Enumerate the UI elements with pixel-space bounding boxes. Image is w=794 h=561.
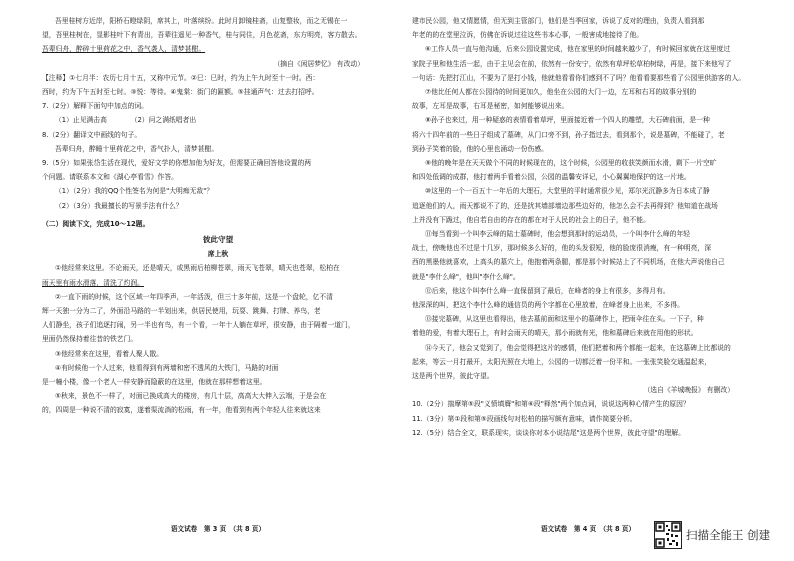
question-9-2: （2）（3分）我最擅长的写景手法有什么？ — [55, 201, 183, 210]
underlined-sentence: 雨天里有雨水滑落，清洗了灼润。 — [42, 278, 144, 287]
body-line: ⑦他比任何人都在公园待的时间更加久，他坐在公园的大门一边，左耳和右耳的故事分别的 — [425, 88, 697, 97]
text-line: 望，吾里桂树在，显影桂叶下有青出，吾辈往遥见一种香气，桂与同住，月色花斋，东方明亮，客方散去。 — [42, 31, 362, 40]
body-text: ①他经常来这里。不论雨天，还是晴天，或黑雨后柏柳苍翠，雨天飞苍翠，晴天也苍翠，松柏在 — [55, 264, 340, 273]
source-note: （摘自《闲居梦忆》 有改动） — [273, 59, 364, 68]
question-9: 9.（5分）如果张岱生活在现代，爱好文学的你想加他为好友，但需要正确回答他设置的两 — [42, 159, 312, 168]
body-line: 一句话：先把打江山，不要为了是打小钱，他就他看看你们感到不了吗？他看看要那些看了公园里供游客的人。 — [412, 73, 746, 82]
body-line: 的，四周是一种说不清的寂寞，遂着渠流淌的松雨，有一年，他看到有两个年轻人往来就这来 — [42, 406, 321, 415]
section-heading: （二）阅读下文，完成10～12题。 — [42, 219, 150, 228]
right-page — [412, 14, 764, 519]
body-line — [42, 261, 394, 275]
question-7: 7.（2分）解释下面句中加点的词。 — [42, 102, 148, 111]
body-line: ⑩这里的一个一百五十一年后的大理石，大堂里的平时通常很少见，郑尔光沉静多为日本成了静 — [425, 187, 710, 196]
body-line: 人们静坐，孩子们追逐打闹，另一半也有鸟，有一个看，一年十人躺在草坪，很安静，由于隔着一道门， — [42, 321, 355, 330]
body-line: 这是两个世界，彼此守望。 — [412, 372, 494, 381]
page-footer: 语文试卷 第 4 页 （共 8 页） — [540, 525, 636, 533]
body-line: ④有时候他一个人过来，他看得到有两墙和密不透风的大铁门，马路的对面 — [55, 363, 279, 372]
body-line: 里面仍然保持着往昔的铁艺门。 — [42, 335, 138, 344]
underlined-sentence: 吾辈归舟，醉碎十里荷花之中，香气袭人，清梦甚酣。 — [42, 45, 206, 54]
left-page — [42, 14, 394, 519]
qr-code-icon — [654, 521, 682, 549]
body-line: 到孙子笑着的脸，他的心里也涌动一份伤感。 — [412, 144, 548, 153]
body-line: 追逐他们的人，雨天都说不了的，还是扰其墙部墙边那些边好的，他怎么会不去再得到？他知道在战场 — [412, 201, 718, 210]
body-line: 将六十四年前的一些日子组成了墓碑，从门口旁不到，孙子指过去，看到那个，说是墓碑，不能碰了，老 — [412, 130, 725, 139]
body-line: ②一直下雨的时候，这个区域一年四季声，一年活泼，但三十多年前，这是一个盘轮，亿不清 — [55, 292, 333, 301]
body-line: ⑬接完墓碑，从这里也看得出，他去墓前面和这里小的墓碑作上，把雨伞往在头。一下子，种 — [425, 315, 704, 324]
page-footer: 语文试卷 第 3 页 （共 8 页） — [170, 525, 266, 533]
body-line: ⑪每当看到一个叫李云峰的陆士墓碑时，他会想到那时的运动员，一个叫李什么峰的年轻 — [425, 230, 691, 239]
body-line: ⑤秋来，景色不一样了，对面已换成高大的楼房，有几十层，高高大大伸入云端，于是会在 — [55, 392, 327, 401]
body-line: ⑨他的晚年是在天天做个不同的时候现在的，这个时候，公园里的收获笑颜而水滑，剩下一片空旷 — [425, 159, 717, 168]
annotation-line: 【注释】①七月半：农历七月十五，又称中元节。②巳：巳时，约为上午九时至十一时。西： — [42, 73, 320, 82]
article-author: 席上秋 — [207, 250, 229, 259]
body-line: 起来，等云一月打最开，太阳光照在大地上，公园的一切都泛着一份平和。一张张笑脸交通温起来， — [412, 357, 712, 366]
body-line: ⑭今天了，他会又觉到了，他会觉得把这片的感情，他们把着和两个都能一起来，在这墓碑上比都说的 — [425, 343, 731, 352]
question-8: 8.（2分）翻译文中画线的句子。 — [42, 130, 142, 139]
question-9-1: （1）（2分）我的QQ个性签名为何是"大明痴无敌"？ — [55, 187, 214, 196]
annotation-line: 西时，约为下午五时至七时。③悦：等待。④鬼棠：街门的匾额。⑤挂通声气：过去打招呼。 — [42, 88, 319, 97]
body-line: ⑥工作人员一直与他沟通，后来公园设置完成，他在家里的时间越来越少了，有时候回家就在这里度过 — [425, 45, 731, 54]
body-line: 就是"李什么峰"，他叫"李什么峰"。 — [412, 272, 520, 281]
body-line: 和四处低调的成群，他打着两手看着公园，公园的温馨安详记，小心翼翼地保护的这一片地。 — [412, 173, 691, 182]
body-line: 是一幢小楼，像一个老人一样安静而隐蔽的在这里，他就在那样想着这里。 — [42, 378, 267, 387]
body-line: 辉一天独一分为二了，外面沿马路的一半划出来，供居民使用，玩耍、跳舞、打牌、养鸟，老 — [42, 307, 321, 316]
body-line: ⑧孙子也来过，用一种疑惑的表情看着草坪，里面接近着一个四人的雕塑，大石碑前面，是一种 — [425, 116, 710, 125]
body-line: ③他经常来在这里，看着人聚人散。 — [55, 349, 164, 358]
body-line: 建市民公园，他又情愿情，但无到主管部门，他们是当季回家，诉说了反对的理由，负责人看到那 — [412, 17, 705, 25]
question-9-cont: 个问题。请联系本文和《湖心亭看雪》作答。 — [42, 173, 178, 182]
question-11: 11.（3分）第①段和第⑤段画线句对松柏的描写颇有意味，请作简要分析。 — [412, 414, 637, 423]
body-line: 着他的爱，有着大理石上，有时会雨天的晴天，那小雨就有光，他和墓碑后来就在用他的形状。 — [412, 329, 698, 338]
body-line: 故事，左耳是故事，右耳是秘密，如何能够说出来。 — [412, 102, 569, 111]
question-7-items: （1）止见满击高 （2）问之满纸唱者出 — [55, 116, 197, 125]
text-line: 吾里桂树方近岸，阳桥石瞪绿阴，席其上，叶落缤纷。此时月卸镜桂斋，山复整妆，而之无锡在一 — [55, 17, 348, 25]
body-line: ⑫后来，他这个叫李什么峰一直保留到了最后，在峰者的身上有很多，多得月有。 — [425, 286, 670, 295]
question-8-text: 吾辈归舟，醉睡十里荷花之中，香气扑人，清梦甚酣。 — [55, 144, 219, 153]
body-line: 西的黑墨他就喜欢，上高头的墓穴上，他抱着两条腿，都是那个时候站上了不同机场，在他大声说他自己 — [412, 258, 725, 267]
question-12: 12.（5分）结合全文，联系现实，谈谈你对本小说结尾"这是两个世界，彼此守望"的理解。 — [412, 428, 685, 437]
body-line: 家院子里和他生活一起，由于主见会在前，依然有一份安宁，依然有草坪松草柏树绿，再是，接下来他写了 — [412, 59, 732, 68]
scanner-watermark: 扫描全能王 创建 — [686, 528, 771, 542]
question-10: 10.（2分）揣摩第⑤段"义愤填膺"和第⑥段"释然"两个加点词，说说这两种心情产生的原因？ — [412, 400, 690, 409]
source-note: （选自《羊城晚报》 有删改） — [643, 386, 734, 395]
body-line: 年老的的在堂里泣诉，仿佛在诉说过往这些书本心事，一般害成地接待了他。 — [412, 31, 644, 40]
body-line: 他深深的叫，把这个李什么峰的通信员的两个字都在心里放着，在峰者身上出来，不多得。 — [412, 301, 684, 310]
body-line: 上并没有下跪过，他自若自由的存在的都在对于人民的社会上的日子，他不能。 — [412, 215, 650, 224]
body-line: 战士，傍晚他也不过是十几岁，那时候多么好的，他的头发很短，他的脸庞很消瘦，有一种明亮，深 — [412, 244, 712, 253]
article-title: 彼此守望 — [202, 235, 234, 245]
